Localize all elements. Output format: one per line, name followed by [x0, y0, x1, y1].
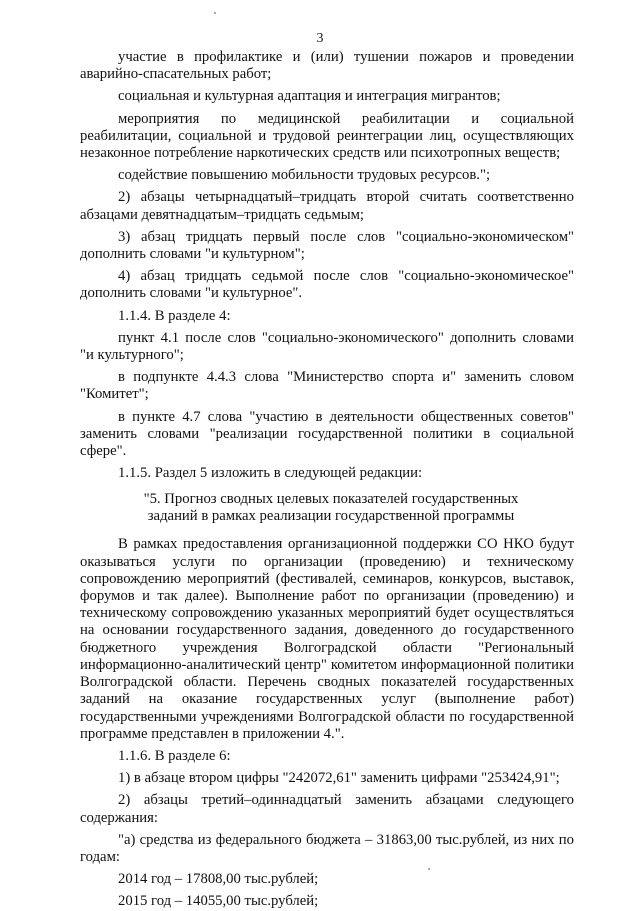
paragraph: участие в профилактике и (или) тушении пожаров и проведении аварийно-спасательных работ; [80, 49, 574, 83]
paragraph: В рамках предоставления организационной поддержки СО НКО будут оказываться услуги по организации (проведению) и техническому сопровождению мероприятий (фестивалей, семинаров, конкурсов, выставок, форумов и так далее). Выполнение работ по организации (проведению) и техническому сопровождению указанных мероприятий будет осуществляться на основании государственного задания, доведенного до государственного бюджетного учреждения Волгоградской области "Региональный информационно-аналитический центр" комитетом информационной политики Волгоградской области. Перечень сводных показателей государственных заданий на оказание государственных услуг (выполнение работ) государственными учреждениями Волгоградской области по государственной программе представлен в приложении 4.". [80, 536, 574, 742]
paragraph: содействие повышению мобильности трудовых ресурсов."; [118, 167, 491, 184]
scan-speck [428, 868, 430, 870]
paragraph: 1.1.6. В разделе 6: [118, 747, 231, 764]
page-number: 3 [316, 31, 324, 46]
paragraph: в подпункте 4.4.3 слова "Министерство спорта и" заменить словом "Комитет"; [80, 369, 574, 403]
paragraph: пункт 4.1 после слов "социально-экономического" дополнить словами "и культурного"; [80, 329, 574, 364]
paragraph: мероприятия по медицинской реабилитации и социальной реабилитации, социальной и трудовой реинтеграции лиц, осуществляющих незаконное потребление наркотических средств или психотропных веществ; [80, 110, 574, 162]
paragraph: 2014 год – 17808,00 тыс.рублей; [118, 871, 319, 888]
section-heading-line: "5. Прогноз сводных целевых показателей государственных [143, 491, 519, 508]
paragraph: социальная и культурная адаптация и интеграция мигрантов; [118, 88, 501, 105]
section-heading [80, 491, 574, 524]
paragraph: 3) абзац тридцать первый после слов "социально-экономическом" дополнить словами "и культурном"; [80, 228, 574, 263]
scan-speck [214, 12, 216, 14]
paragraph: 4) абзац тридцать седьмой после слов "социально-экономическое" дополнить словами "и культурное". [80, 268, 574, 302]
paragraph: в пункте 4.7 слова "участию в деятельности общественных советов" заменить словами "реализации государственной политики в социальной сфере". [80, 408, 574, 460]
paragraph: 2) абзацы третий–одиннадцатый заменить абзацами следующего содержания: [80, 792, 574, 826]
paragraph: 2) абзацы четырнадцатый–тридцать второй считать соответственно абзацами девятнадцатым–тридцать седьмым; [80, 189, 574, 223]
section-heading-line: заданий в рамках реализации государственной программы [147, 507, 515, 524]
document-body [80, 49, 574, 911]
paragraph: 1.1.5. Раздел 5 изложить в следующей редакции: [118, 465, 423, 482]
paragraph: "а) средства из федерального бюджета – 31863,00 тыс.рублей, из них по годам: [80, 831, 574, 865]
paragraph: 2015 год – 14055,00 тыс.рублей; [118, 893, 319, 910]
paragraph: 1) в абзаце втором цифры "242072,61" заменить цифрами "253424,91"; [118, 770, 560, 787]
paragraph: 1.1.4. В разделе 4: [118, 307, 231, 324]
